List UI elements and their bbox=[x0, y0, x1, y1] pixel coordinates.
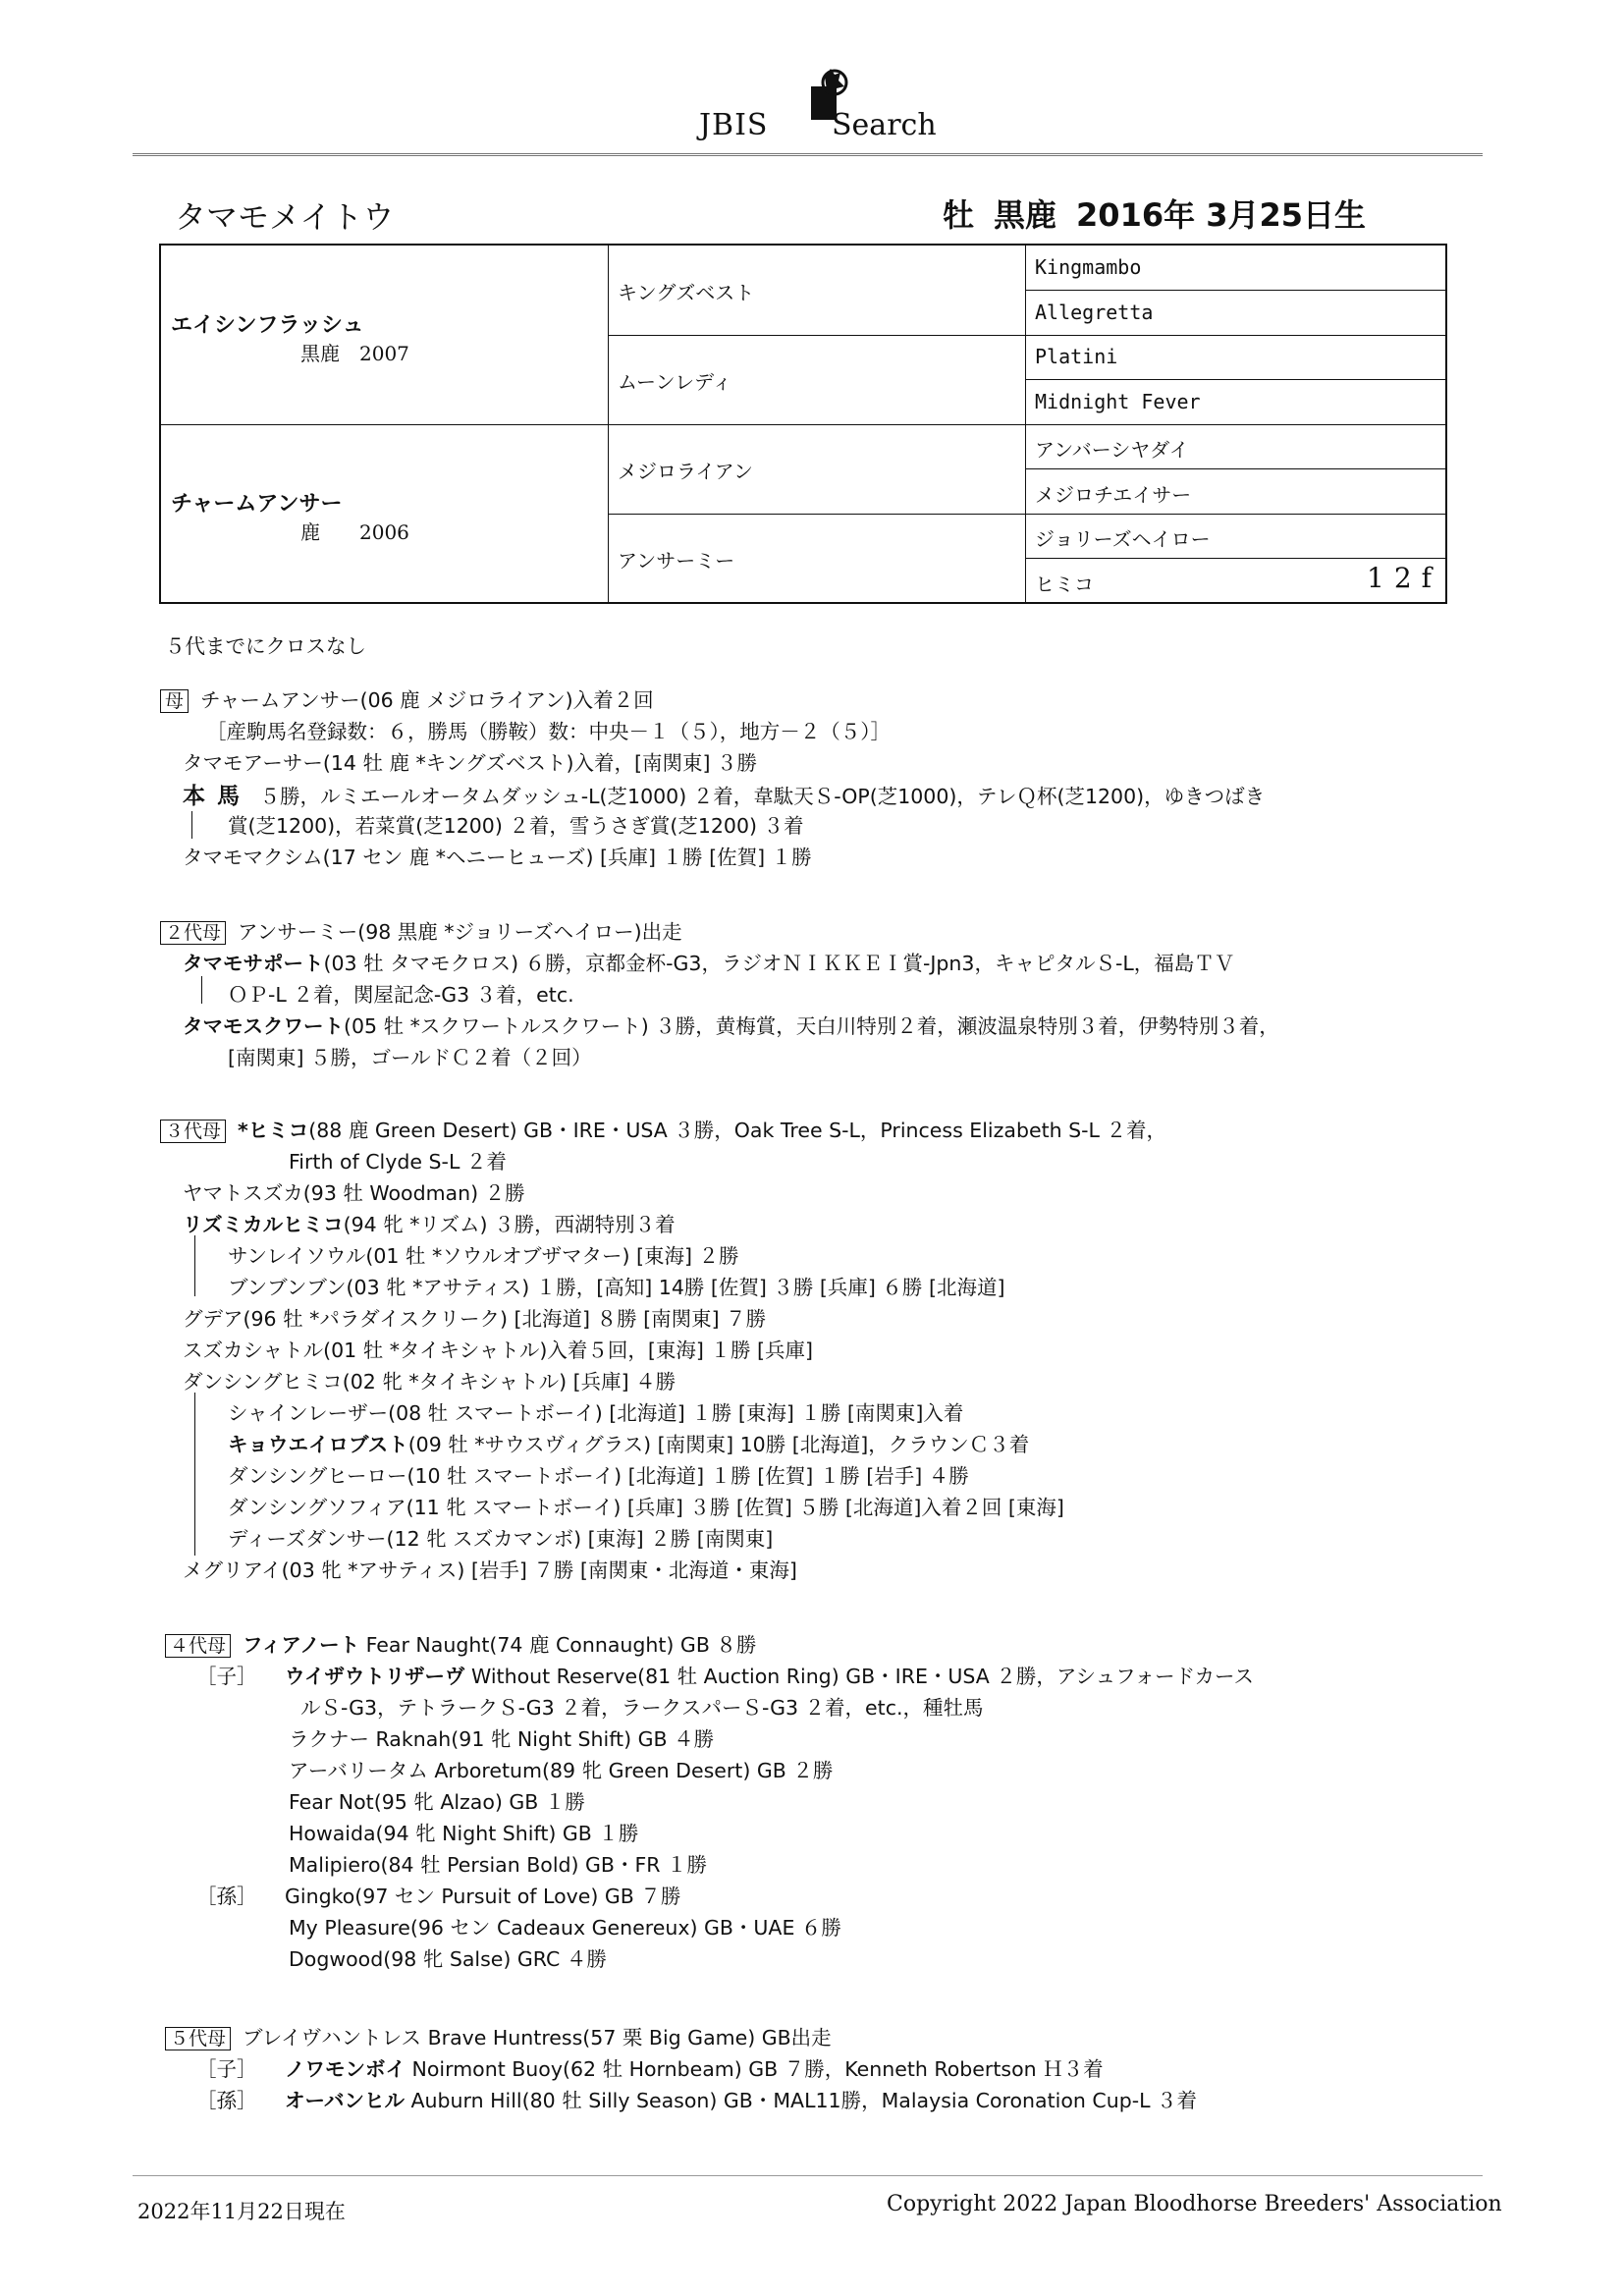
jbis-search-logo bbox=[699, 59, 935, 147]
offspring-row: ［子］ ノワモンボイ Noirmont Buoy(62 牡 Hornbeam) GB ７勝，Kenneth Robertson Ｈ３着 bbox=[196, 2057, 1104, 2081]
family-line: ラクナー Raknah(91 牝 Night Shift) GB ４勝 bbox=[289, 1727, 715, 1751]
family-line: タマモマクシム(17 セン 鹿 *ヘニーヒューズ) [兵庫] １勝 [佐賀] １勝 bbox=[183, 846, 812, 869]
family-line: Malipiero(84 牡 Persian Bold) GB・FR １勝 bbox=[289, 1853, 708, 1877]
family-line: 賞(芝1200)，若菜賞(芝1200) ２着，雪うさぎ賞(芝1200) ３着 bbox=[228, 814, 804, 838]
family-line: ダンシングヒーロー(10 牡 スマートボーイ) [北海道] １勝 [佐賀] １勝 [岩手] ４勝 bbox=[228, 1464, 969, 1488]
family-line: キョウエイロブスト(09 牡 *サウスヴィグラス) [南関東] 10勝 [北海道]，クラウンＣ３着 bbox=[228, 1433, 1030, 1456]
family-line: ダンシングソフィア(11 牝 スマートボーイ) [兵庫] ３勝 [佐賀] ５勝 [北海道]入着２回 [東海] bbox=[228, 1496, 1064, 1519]
sire-info: 黒鹿 2007 bbox=[300, 342, 409, 365]
family-line: リズミカルヒミコ(94 牝 *リズム) ３勝，西湖特別３着 bbox=[183, 1213, 676, 1236]
tree-connector bbox=[194, 1393, 195, 1556]
family-line: ディーズダンサー(12 牝 スズカマンボ) [東海] ２勝 [南関東] bbox=[228, 1527, 774, 1551]
gen5-dam-row: ５代母 ブレイヴハントレス Brave Huntress(57 栗 Big Game) GB出走 bbox=[165, 2021, 832, 2050]
gen2-ancestor: ムーンレディ bbox=[618, 370, 732, 394]
gen3-ancestor: ヒミコ bbox=[1035, 573, 1094, 596]
dam-row: 母 チャームアンサー(06 鹿 メジロライアン)入着２回 bbox=[160, 683, 654, 713]
gen4-dam-row: ４代母 フィアノート Fear Naught(74 鹿 Connaught) GB ８勝 bbox=[165, 1628, 756, 1658]
logo-text-search: Search bbox=[832, 108, 937, 142]
section-label: 母 bbox=[160, 689, 189, 713]
family-line: ＯＰ-L ２着，関屋記念-G3 ３着，etc. bbox=[228, 983, 574, 1007]
sire-name: エイシンフラッシュ bbox=[171, 313, 364, 338]
family-line: サンレイソウル(01 牡 *ソウルオブザマター) [東海] ２勝 bbox=[228, 1244, 739, 1268]
table-divider bbox=[608, 335, 1447, 336]
gen3-ancestor: メジロチエイサー bbox=[1035, 483, 1192, 507]
horse-sex: 牡 bbox=[943, 196, 975, 234]
subject-horse-row: 本 馬 ５勝，ルミエールオータムダッシュ-L(芝1000) ２着，韋駄天Ｓ-OP(芝1000)，テレＱ杯(芝1200)，ゆきつばき bbox=[183, 784, 1266, 809]
progeny-stats: ［産駒馬名登録数：６，勝馬（勝鞍）数：中央－１（５），地方－２（５）］ bbox=[206, 720, 891, 743]
tree-connector bbox=[194, 1235, 195, 1296]
family-line: ヤマトスズカ(93 牡 Woodman) ２勝 bbox=[183, 1181, 525, 1205]
gen2-ancestor: アンサーミー bbox=[618, 549, 735, 573]
header-divider bbox=[133, 153, 1483, 156]
section-label: ３代母 bbox=[160, 1120, 226, 1143]
dam-info: 鹿 2006 bbox=[300, 520, 409, 544]
section-label: ５代母 bbox=[165, 2027, 231, 2050]
family-line: ダンシングヒミコ(02 牝 *タイキシャトル) [兵庫] ４勝 bbox=[183, 1370, 677, 1394]
family-line: タマモスクワート(05 牡 *スクワートルスクワート) ３勝，黄梅賞，天白川特別２着，瀬波温泉特別３着，伊勢特別３着， bbox=[183, 1014, 1279, 1038]
family-number: 12f bbox=[1367, 562, 1441, 594]
table-divider bbox=[161, 424, 1447, 425]
grandchild-row: ［孫］ Gingko(97 セン Pursuit of Love) GB ７勝 bbox=[196, 1885, 681, 1908]
table-divider bbox=[1025, 558, 1447, 559]
offspring-label: ［子］ bbox=[196, 2057, 257, 2081]
family-line: [南関東] ５勝，ゴールドＣ２着（２回） bbox=[228, 1046, 592, 1069]
grandchild-label: ［孫］ bbox=[196, 1885, 257, 1908]
family-line: My Pleasure(96 セン Cadeaux Genereux) GB・UAE ６勝 bbox=[289, 1916, 841, 1940]
gen3-ancestor: Kingmambo bbox=[1035, 255, 1142, 279]
grandchild-row: ［孫］ オーバンヒル Auburn Hill(80 牡 Silly Season) GB・MAL11勝，Malaysia Coronation Cup-L ３着 bbox=[196, 2089, 1198, 2112]
table-divider bbox=[1025, 290, 1447, 291]
gen3-ancestor: Midnight Fever bbox=[1035, 390, 1201, 413]
dam-name: チャームアンサー bbox=[171, 492, 343, 517]
family-line: グデア(96 牡 *パラダイスクリーク) [北海道] ８勝 [南関東] ７勝 bbox=[183, 1307, 767, 1331]
offspring-label: ［子］ bbox=[196, 1665, 257, 1688]
pedigree-table bbox=[159, 244, 1447, 604]
gen2-ancestor: キングズベスト bbox=[618, 281, 755, 304]
gen3-ancestor: アンバーシヤダイ bbox=[1035, 438, 1189, 462]
family-line: ブンブンブン(03 牝 *アサティス) １勝，[高知] 14勝 [佐賀] ３勝 [兵庫] ６勝 [北海道] bbox=[228, 1276, 1005, 1299]
family-line: メグリアイ(03 牝 *アサティス) [岩手] ７勝 [南関東・北海道・東海] bbox=[183, 1558, 797, 1582]
family-line: Firth of Clyde S-L ２着 bbox=[289, 1150, 507, 1174]
grandchild-label: ［孫］ bbox=[196, 2089, 257, 2112]
horse-color: 黒鹿 bbox=[994, 196, 1057, 234]
table-divider bbox=[1025, 379, 1447, 380]
logo-text-jbis: JBIS bbox=[699, 108, 769, 142]
horse-birth: 2016年 3月25日生 bbox=[1076, 196, 1367, 234]
horse-info bbox=[943, 191, 1385, 236]
as-of-date: 2022年11月22日現在 bbox=[137, 2200, 346, 2223]
family-line: タマモサポート(03 牡 タマモクロス) ６勝，京都金杯-G3，ラジオＮＩＫＫＥＩ賞-Jpn3，キャピタルＳ-L，福島ＴＶ bbox=[183, 952, 1235, 975]
family-line: Fear Not(95 牝 Alzao) GB １勝 bbox=[289, 1790, 585, 1814]
family-line: タマモアーサー(14 牡 鹿 *キングズベスト)入着，[南関東] ３勝 bbox=[183, 751, 757, 775]
section-label: ２代母 bbox=[160, 921, 226, 945]
gen3-dam-row: ３代母 *ヒミコ(88 鹿 Green Desert) GB・IRE・USA ３勝，Oak Tree S-L，Princess Elizabeth S-L ２着， bbox=[160, 1114, 1166, 1143]
gen3-ancestor: Platini bbox=[1035, 345, 1118, 368]
gen3-ancestor: Allegretta bbox=[1035, 301, 1154, 324]
tree-connector bbox=[201, 976, 202, 1004]
section-label: ４代母 bbox=[165, 1634, 231, 1658]
family-line: スズカシャトル(01 牡 *タイキシャトル)入着５回，[東海] １勝 [兵庫] bbox=[183, 1339, 813, 1362]
family-line: シャインレーザー(08 牡 スマートボーイ) [北海道] １勝 [東海] １勝 [南関東]入着 bbox=[228, 1401, 964, 1425]
gen3-ancestor: ジョリーズヘイロー bbox=[1035, 527, 1211, 551]
table-divider bbox=[608, 514, 1447, 515]
family-line: アーバリータム Arboretum(89 牝 Green Desert) GB ２勝 bbox=[289, 1759, 834, 1782]
copyright: Copyright 2022 Japan Bloodhorse Breeders' Association bbox=[887, 2192, 1502, 2216]
tree-connector bbox=[191, 811, 192, 839]
family-line: ルＳ-G3，テトラークＳ-G3 ２着，ラークスパーＳ-G3 ２着，etc.，種牡馬 bbox=[300, 1696, 984, 1720]
subject-horse-label: 本 馬 bbox=[183, 784, 243, 809]
horse-name: タマモメイトウ bbox=[175, 198, 395, 236]
table-divider bbox=[1025, 468, 1447, 469]
cross-note: ５代までにクロスなし bbox=[165, 634, 366, 658]
footer-divider bbox=[133, 2175, 1483, 2176]
offspring-row: ［子］ ウイザウトリザーヴ Without Reserve(81 牡 Auction Ring) GB・IRE・USA ２勝，アシュフォードカース bbox=[196, 1665, 1254, 1688]
gen2-ancestor: メジロライアン bbox=[618, 460, 753, 483]
family-line: Howaida(94 牝 Night Shift) GB １勝 bbox=[289, 1822, 639, 1845]
family-line: Dogwood(98 牝 Salse) GRC ４勝 bbox=[289, 1947, 607, 1971]
gen2-dam-row: ２代母 アンサーミー(98 黒鹿 *ジョリーズヘイロー)出走 bbox=[160, 915, 682, 945]
